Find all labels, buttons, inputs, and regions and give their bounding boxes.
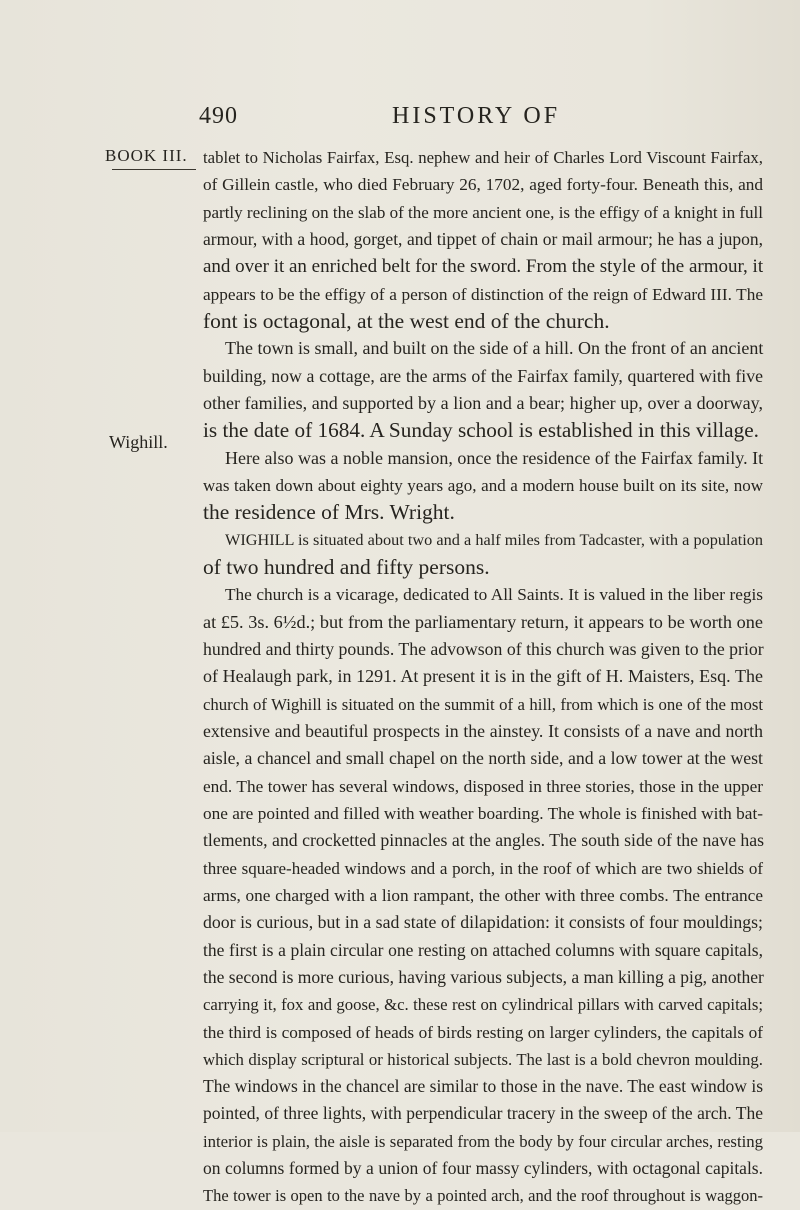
text-line: of Healaugh park, in 1291. At present it is in the gift of H. Maisters, Esq. The xyxy=(203,666,763,687)
text-line: the second is more curious, having various subjects, a man killing a pig, another xyxy=(203,966,764,987)
text-line: end. The tower has several windows, disposed in three stories, those in the upper xyxy=(203,776,763,796)
text-line: WIGHILL is situated about two and a half miles from Tadcaster, with a population xyxy=(225,530,763,549)
text-line: door is curious, but in a sad state of dilapidation: it consists of four mouldings; xyxy=(203,912,763,933)
running-head: HISTORY OF xyxy=(392,103,561,129)
text-line: three square-headed windows and a porch, in the roof of which are two shields of xyxy=(203,858,763,878)
text-line: is the date of 1684. A Sunday school is established in this village. xyxy=(203,418,759,443)
text-line: extensive and beautiful prospects in the ainstey. It consists of a nave and north xyxy=(203,720,763,741)
page-number: 490 xyxy=(199,103,238,129)
book-marker: BOOK III. xyxy=(105,146,188,165)
text-line: arms, one charged with a lion rampant, the other with three combs. The entrance xyxy=(203,885,763,905)
text-line: building, now a cottage, are the arms of the Fairfax family, quartered with five xyxy=(203,365,763,386)
text-line: on columns formed by a union of four massy cylinders, with octagonal capitals. xyxy=(203,1158,763,1179)
text-line: of Gillein castle, who died February 26, 1702, aged forty-four. Beneath this, and xyxy=(203,175,763,195)
text-line: interior is plain, the aisle is separated from the body by four circular arches, resting xyxy=(203,1131,763,1151)
margin-note-wighill: Wighill. xyxy=(109,432,168,452)
text-line: other families, and supported by a lion and a bear; higher up, over a doorway, xyxy=(203,392,763,413)
text-line: the first is a plain circular one resting on attached columns with square capitals, xyxy=(203,939,763,960)
text-line: church of Wighill is situated on the summit of a hill, from which is one of the most xyxy=(203,694,763,714)
text-line: aisle, a chancel and small chapel on the north side, and a low tower at the west xyxy=(203,748,763,769)
text-line: tlements, and crocketted pinnacles at the angles. The south side of the nave has xyxy=(203,830,765,851)
book-marker-rule xyxy=(112,169,196,170)
text-line: partly reclining on the slab of the more ancient one, is the effigy of a knight in full xyxy=(203,202,763,222)
text-line: was taken down about eighty years ago, and a modern house built on its site, now xyxy=(203,475,763,495)
text-line: carrying it, fox and goose, &c. these rest on cylindrical pillars with carved capitals; xyxy=(203,995,763,1015)
text-line: at £5. 3s. 6½d.; but from the parliamentary return, it appears to be worth one xyxy=(203,611,763,632)
text-line: The windows in the chancel are similar to those in the nave. The east window is xyxy=(203,1076,763,1097)
text-line: the third is composed of heads of birds resting on larger cylinders, the capitals of xyxy=(203,1022,763,1042)
text-line: font is octagonal, at the west end of the church. xyxy=(203,308,610,333)
text-line: appears to be the effigy of a person of distinction of the reign of Edward III. The xyxy=(203,284,763,304)
text-line: Here also was a noble mansion, once the residence of the Fairfax family. It xyxy=(225,447,764,468)
text-line: of two hundred and fifty persons. xyxy=(203,554,490,579)
text-line: armour, with a hood, gorget, and tippet of chain or mail armour; he has a jupon, xyxy=(203,228,763,249)
text-line: The church is a vicarage, dedicated to All Saints. It is valued in the liber regis xyxy=(225,585,763,605)
text-line: The town is small, and built on the side of a hill. On the front of an ancient xyxy=(225,338,764,359)
text-line: pointed, of three lights, with perpendicular tracery in the sweep of the arch. The xyxy=(203,1103,763,1124)
text-line: one are pointed and filled with weather boarding. The whole is finished with bat- xyxy=(203,803,763,823)
text-line: hundred and thirty pounds. The advowson of this church was given to the prior xyxy=(203,638,764,659)
text-line: which display scriptural or historical subjects. The last is a bold chevron moulding. xyxy=(203,1049,763,1069)
text-line: tablet to Nicholas Fairfax, Esq. nephew and heir of Charles Lord Viscount Fairfax, xyxy=(203,148,763,167)
text-line: the residence of Mrs. Wright. xyxy=(203,500,455,525)
text-line: The tower is open to the nave by a pointed arch, and the roof throughout is waggon- xyxy=(203,1186,763,1206)
page-header xyxy=(0,103,800,133)
body-text xyxy=(203,144,763,1210)
text-line: and over it an enriched belt for the sword. From the style of the armour, it xyxy=(203,256,764,278)
